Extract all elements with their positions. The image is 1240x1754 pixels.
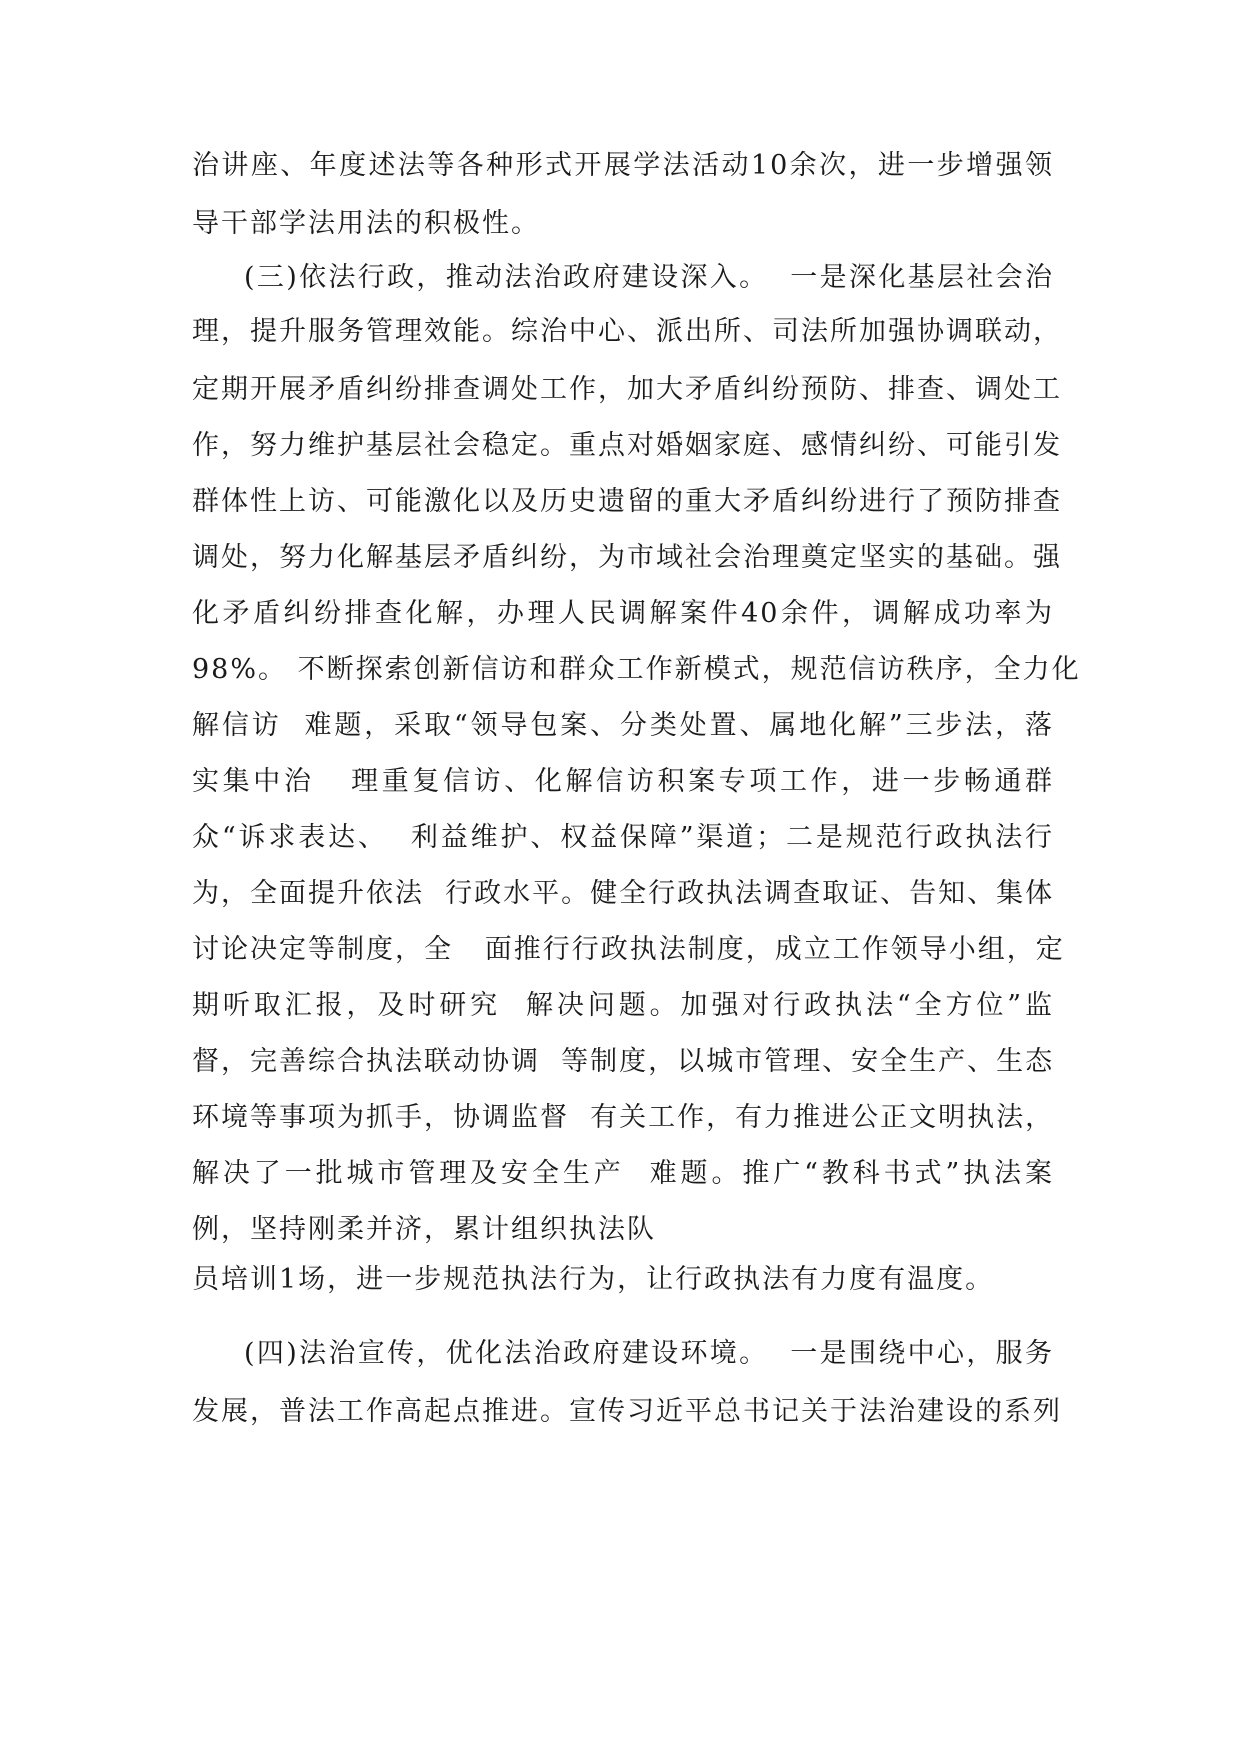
text-line-11: 解信访 难题，采取“领导包案、分类处置、属地化解”三步法，落 bbox=[192, 710, 1054, 741]
text-line-12: 实集中治 理重复信访、化解信访积案专项工作，进一步畅通群 bbox=[192, 766, 1054, 797]
text-line-1: 治讲座、年度述法等各种形式开展学法活动10余次，进一步增强领 bbox=[192, 150, 1054, 181]
text-line-2: 导干部学法用法的积极性。 bbox=[192, 208, 540, 239]
text-line-15: 讨论决定等制度，全 面推行行政执法制度，成立工作领导小组，定 bbox=[192, 934, 1065, 965]
text-line-5: 定期开展矛盾纠纷排查调处工作，加大矛盾纠纷预防、排查、调处工 bbox=[192, 374, 1062, 405]
text-line-4: 理，提升服务管理效能。综治中心、派出所、司法所加强协调联动， bbox=[192, 316, 1062, 347]
text-line-17: 督，完善综合执法联动协调 等制度，以城市管理、安全生产、生态 bbox=[192, 1046, 1055, 1077]
text-line-8: 调处，努力化解基层矛盾纠纷，为市域社会治理奠定坚实的基础。强 bbox=[192, 542, 1062, 573]
text-line-13: 众“诉求表达、 利益维护、权益保障”渠道；二是规范行政执法行 bbox=[192, 822, 1054, 853]
section-heading-22: (四)法治宣传，优化法治政府建设环境。 一是围绕中心，服务 bbox=[244, 1338, 1054, 1369]
text-line-18: 环境等事项为抓手，协调监督 有关工作，有力推进公正文明执法， bbox=[192, 1102, 1055, 1133]
text-line-10: 98%。 不断探索创新信访和群众工作新模式，规范信访秩序，全力化 bbox=[192, 654, 1081, 685]
text-line-9: 化矛盾纠纷排查化解，办理人民调解案件40余件，调解成功率为 bbox=[192, 598, 1054, 629]
text-line-20: 例，坚持刚柔并济，累计组织执法队 bbox=[192, 1214, 656, 1245]
text-line-14: 为，全面提升依法 行政水平。健全行政执法调查取证、告知、集体 bbox=[192, 878, 1055, 909]
text-line-21: 员培训1场，进一步规范执法行为，让行政执法有力度有温度。 bbox=[192, 1264, 995, 1295]
text-line-19: 解决了一批城市管理及安全生产 难题。推广“教科书式”执法案 bbox=[192, 1158, 1054, 1189]
text-line-6: 作，努力维护基层社会稳定。重点对婚姻家庭、感情纠纷、可能引发 bbox=[192, 430, 1062, 461]
text-line-16: 期听取汇报，及时研究 解决问题。加强对行政执法“全方位”监 bbox=[192, 990, 1054, 1021]
text-line-23: 发展，普法工作高起点推进。宣传习近平总书记关于法治建设的系列 bbox=[192, 1396, 1062, 1427]
section-heading-3: (三)依法行政，推动法治政府建设深入。 一是深化基层社会治 bbox=[244, 262, 1054, 293]
text-line-7: 群体性上访、可能激化以及历史遗留的重大矛盾纠纷进行了预防排查 bbox=[192, 486, 1062, 517]
